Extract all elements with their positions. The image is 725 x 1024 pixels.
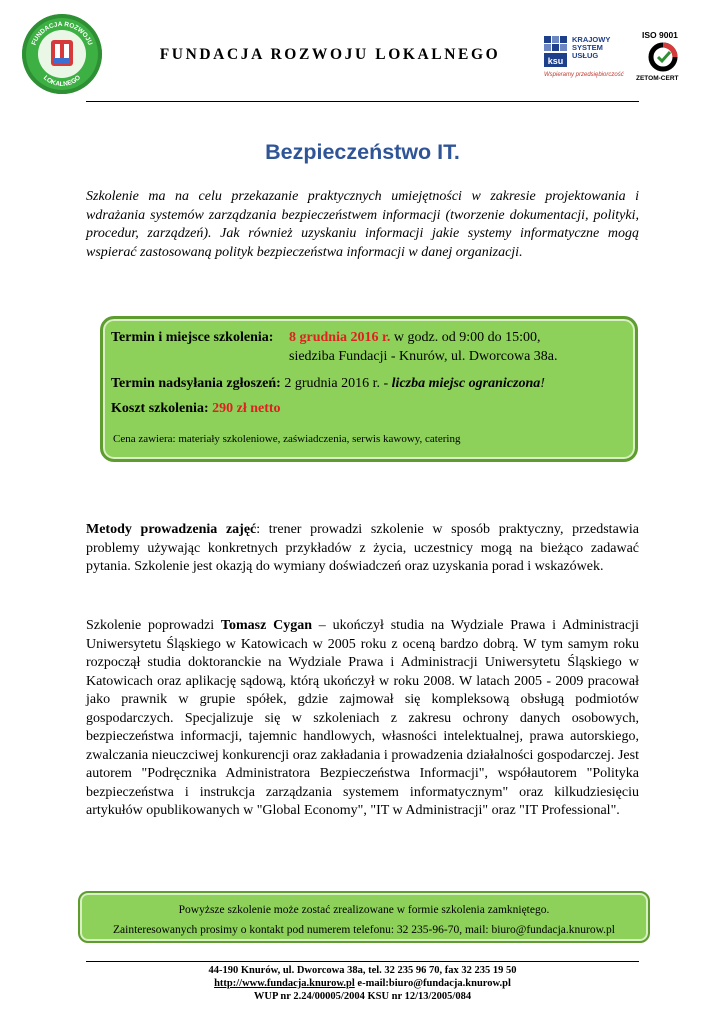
- svg-text:LOKALNEGO: LOKALNEGO: [41, 74, 83, 89]
- trainer-intro: Szkolenie poprowadzi: [86, 618, 221, 633]
- page-title: Bezpieczeństwo IT.: [265, 140, 460, 164]
- closed-training-box: [78, 891, 650, 943]
- deadline-note: liczba miejsc ograniczona: [391, 376, 541, 391]
- footer-divider: [86, 961, 639, 962]
- term-details: [289, 330, 541, 346]
- contact-note: Zainteresowanych prosimy o kontakt pod numerem telefonu: 32 235-96-70, mail: biuro@fundacja.knurow.pl: [113, 924, 615, 936]
- ksu-squares-icon: [544, 36, 568, 70]
- price-includes: Cena zawiera: materiały szkoleniowe, zaświadczenia, serwis kawowy, catering: [113, 433, 461, 445]
- foundation-logo: [22, 14, 102, 94]
- training-info-box: [100, 316, 638, 462]
- iso-cert-name: ZETOM-CERT: [636, 75, 679, 82]
- ksu-line: KRAJOWY: [572, 35, 611, 44]
- trainer-name: Tomasz Cygan: [220, 618, 312, 633]
- deadline-label: Termin nadsyłania zgłoszeń:: [111, 376, 281, 391]
- footer-contact: [0, 978, 725, 989]
- organization-name: FUNDACJA ROZWOJU LOKALNEGO: [159, 46, 501, 63]
- term-time: w godz. od 9:00 do 15:00,: [390, 330, 541, 345]
- ksu-tagline: Wspieramy przedsiębiorczość: [544, 72, 624, 78]
- ksu-text: [572, 36, 610, 60]
- ksu-line: USŁUG: [572, 51, 599, 60]
- footer-address: 44-190 Knurów, ul. Dworcowa 38a, tel. 32 235 96 70, fax 32 235 19 50: [208, 965, 517, 976]
- svg-text:FUNDACJA ROZWOJU: FUNDACJA ROZWOJU: [30, 20, 94, 47]
- ksu-logo: [544, 36, 628, 78]
- ksu-line: SYSTEM: [572, 43, 603, 52]
- trainer-bio: – ukończył studia na Wydziale Prawa i Administracji Uniwersytetu Śląskiego w Katowicach w 2005 roku z oceną bardzo dobrą. W tym samym roku rozpoczął studia doktoranckie na Wydziale Prawa i Administracji Uniwersytetu Śląskiego w Katowicach oraz aplikację sądową, którą ukończył w roku 2008. W latach 2005 - 2009 pracował jako prawnik w grupie spółek, gdzie zajmował się kompleksową obsługą podmiotów gospodarczych. Specjalizuje się w szkoleniach z zakresu ochrony danych osobowych, bezpieczeństwa informacji, tajemnic handlowych, własności intelektualnej, prawa autorskiego, zwalczania nieuczciwej konkurencji oraz zakładania i prowadzenia działalności gospodarczej. Jest autorem "Podręcznika Administratora Bezpieczeństwa Informacji", współautorem "Polityka bezpieczeństwa i instrukcja zarządzania systemem informatycznym" oraz kilkudziesięciu artykułów opublikowanych w "Global Economy", "IT w Administracji" oraz "IT Professional".: [86, 618, 639, 818]
- cost-label: Koszt szkolenia:: [111, 401, 209, 416]
- iso-label: ISO 9001: [642, 30, 678, 40]
- trainer-paragraph: [86, 617, 639, 821]
- iso-certificate-icon: [648, 42, 678, 72]
- methods-label: Metody prowadzenia zajęć: [86, 522, 257, 537]
- deadline-row: [111, 376, 545, 392]
- deadline-date: 2 grudnia 2016 r. -: [280, 376, 392, 391]
- header-divider: [86, 101, 639, 102]
- term-date: 8 grudnia 2016 r.: [289, 330, 391, 345]
- closed-training-note: Powyższe szkolenie może zostać zrealizowane w formie szkolenia zamkniętego.: [178, 904, 550, 916]
- footer-email: e-mail:biuro@fundacja.knurow.pl: [354, 978, 511, 989]
- cost-value: 290 zł netto: [212, 401, 281, 416]
- ksu-abbr: ksu: [547, 56, 564, 66]
- methods-text: : trener prowadzi szkolenie w sposób praktyczny, przedstawia problemy używając konkretnych przykładów z życia, uczestnicy mogą na bieżąco zadawać pytania. Szkolenie jest okazją do wymiany doświadczeń oraz uzyskania porad i wskazówek.: [86, 522, 639, 574]
- term-place: siedziba Fundacji - Knurów, ul. Dworcowa 38a.: [289, 349, 558, 364]
- methods-paragraph: [86, 521, 639, 577]
- logo-emblem: [38, 30, 86, 78]
- deadline-excl: !: [540, 376, 545, 391]
- intro-paragraph: Szkolenie ma na celu przekazanie praktycznych umiejętności w zakresie projektowania i wdrażania systemów zarządzania bezpieczeństwem informacji (tworzenie dokumentacji, polityki, procedur, zarządzeń). Jak również uzyskaniu informacji jakie systemy informatyczne mogą wspierać zastosowaną polityk bezpieczeństwa informacji w danej organizacji.: [86, 189, 639, 260]
- cost-row: [111, 401, 281, 417]
- footer-registry: WUP nr 2.24/00005/2004 KSU nr 12/13/2005/084: [253, 991, 472, 1002]
- coat-of-arms-icon: [38, 30, 86, 78]
- term-label: Termin i miejsce szkolenia:: [111, 330, 274, 345]
- website-link[interactable]: http://www.fundacja.knurow.pl: [214, 978, 355, 989]
